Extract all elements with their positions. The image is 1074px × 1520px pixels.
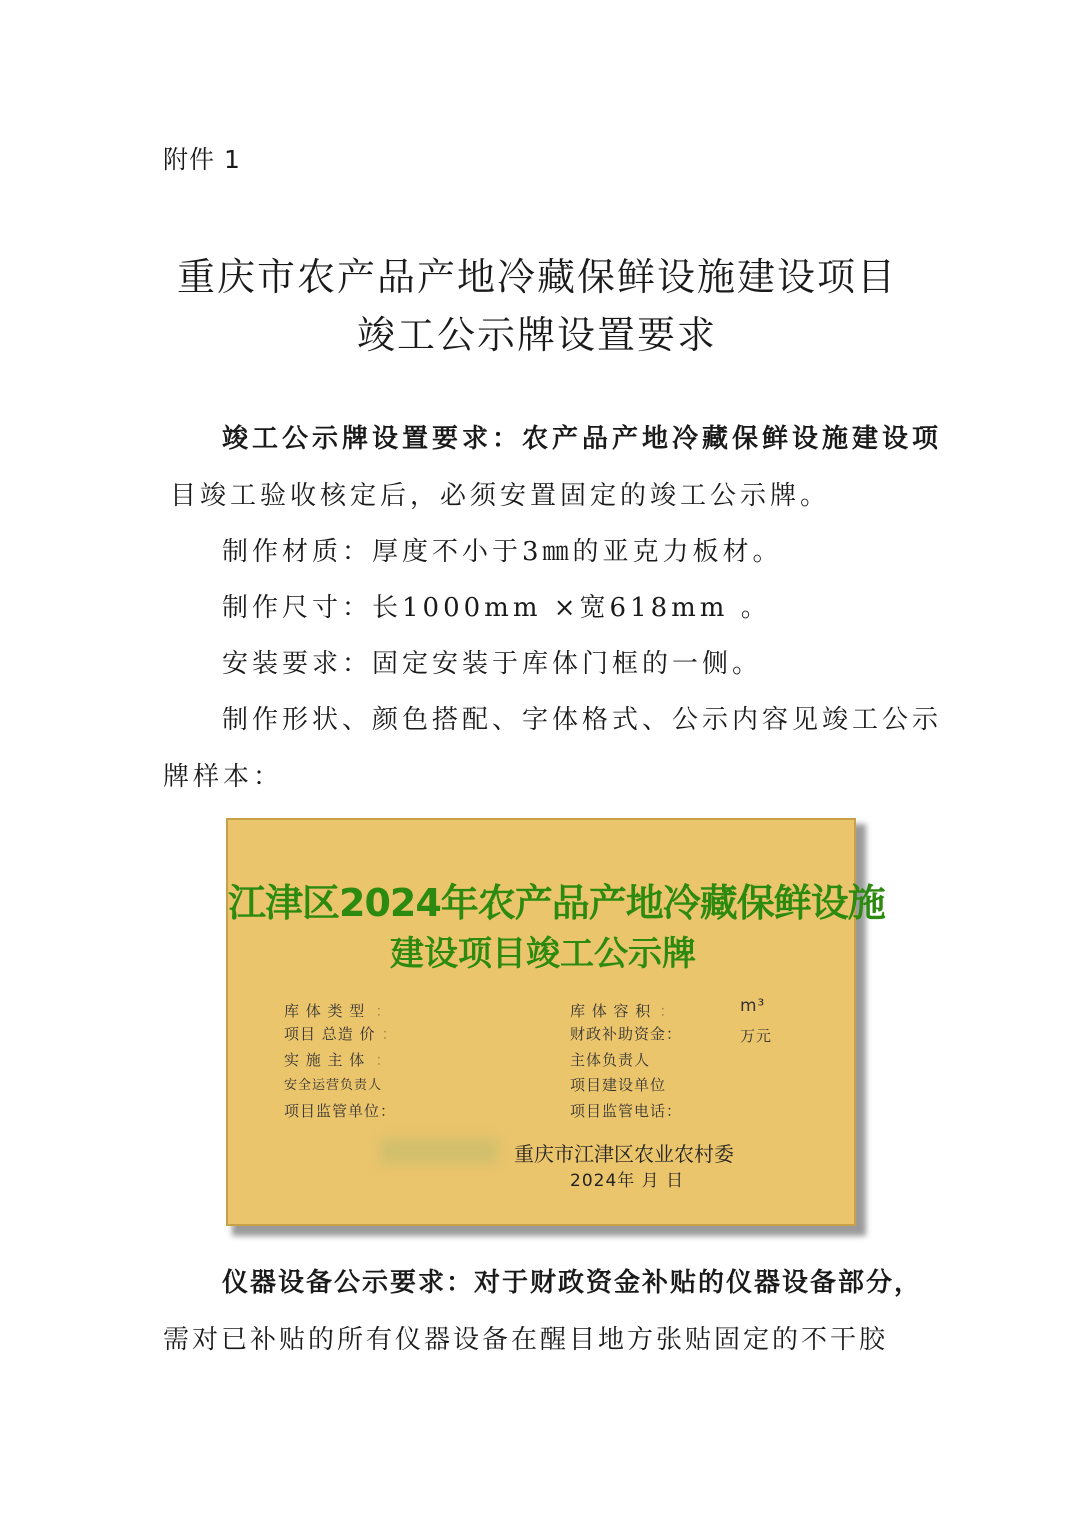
sign-field-principal: 主体负责人 [570,1051,651,1069]
sign-field-storage-volume: 库 体 容 积 ： [570,1002,676,1020]
document-title-line2: 竣工公示牌设置要求 [356,313,717,357]
paragraph-installation: 安装要求：固定安装于库体门框的一侧。 [222,649,763,679]
sign-field-implementer: 实 施 主 体 ： [284,1051,392,1069]
sign-unit-volume: m³ [740,996,766,1016]
sign-field-builder-unit: 项目建设单位 [570,1076,667,1094]
sign-title-line1: 江津区2024年农产品产地冷藏保鲜设施 [228,881,885,925]
paragraph-equipment-requirement-cont: 需对已补贴的所有仪器设备在醒目地方张贴固定的不干胶 [163,1325,889,1355]
paragraph-material: 制作材质：厚度不小于3㎜的亚克力板材。 [222,537,783,567]
sign-date: 2024年 月 日 [570,1171,685,1191]
paragraph-completion-requirement-cont: 目竣工验收核定后，必须安置固定的竣工公示牌。 [170,481,831,511]
sign-field-total-cost: 项目 总造 价 ： [284,1025,398,1043]
blurred-mark [380,1138,498,1164]
paragraph-size: 制作尺寸：长1000mm ×宽618mm 。 [222,593,771,623]
sign-unit-money: 万元 [740,1027,773,1045]
attachment-label: 附件 1 [163,145,241,174]
sign-title-line2: 建设项目竣工公示牌 [390,934,696,974]
paragraph-format-cont: 牌样本： [163,762,284,792]
paragraph-format: 制作形状、颜色搭配、字体格式、公示内容见竣工公示 [222,705,943,735]
paragraph-completion-requirement: 竣工公示牌设置要求：农产品产地冷藏保鲜设施建设项 [222,424,943,454]
sign-field-safety-manager: 安全运营负责人 [284,1078,383,1093]
paragraph-equipment-requirement: 仪器设备公示要求：对于财政资金补贴的仪器设备部分， [222,1268,923,1298]
sign-field-supervisor-phone: 项目监管电话： [570,1102,683,1120]
sign-field-subsidy: 财政补助资金： [570,1025,683,1043]
document-title-line1: 重庆市农产品产地冷藏保鲜设施建设项目 [176,255,897,299]
sign-field-storage-type: 库 体 类 型 ： [284,1002,392,1020]
sign-field-supervisor-unit: 项目监管单位： [284,1102,397,1120]
sign-organization: 重庆市江津区农业农村委 [514,1142,734,1166]
sign-sample [226,818,885,1226]
